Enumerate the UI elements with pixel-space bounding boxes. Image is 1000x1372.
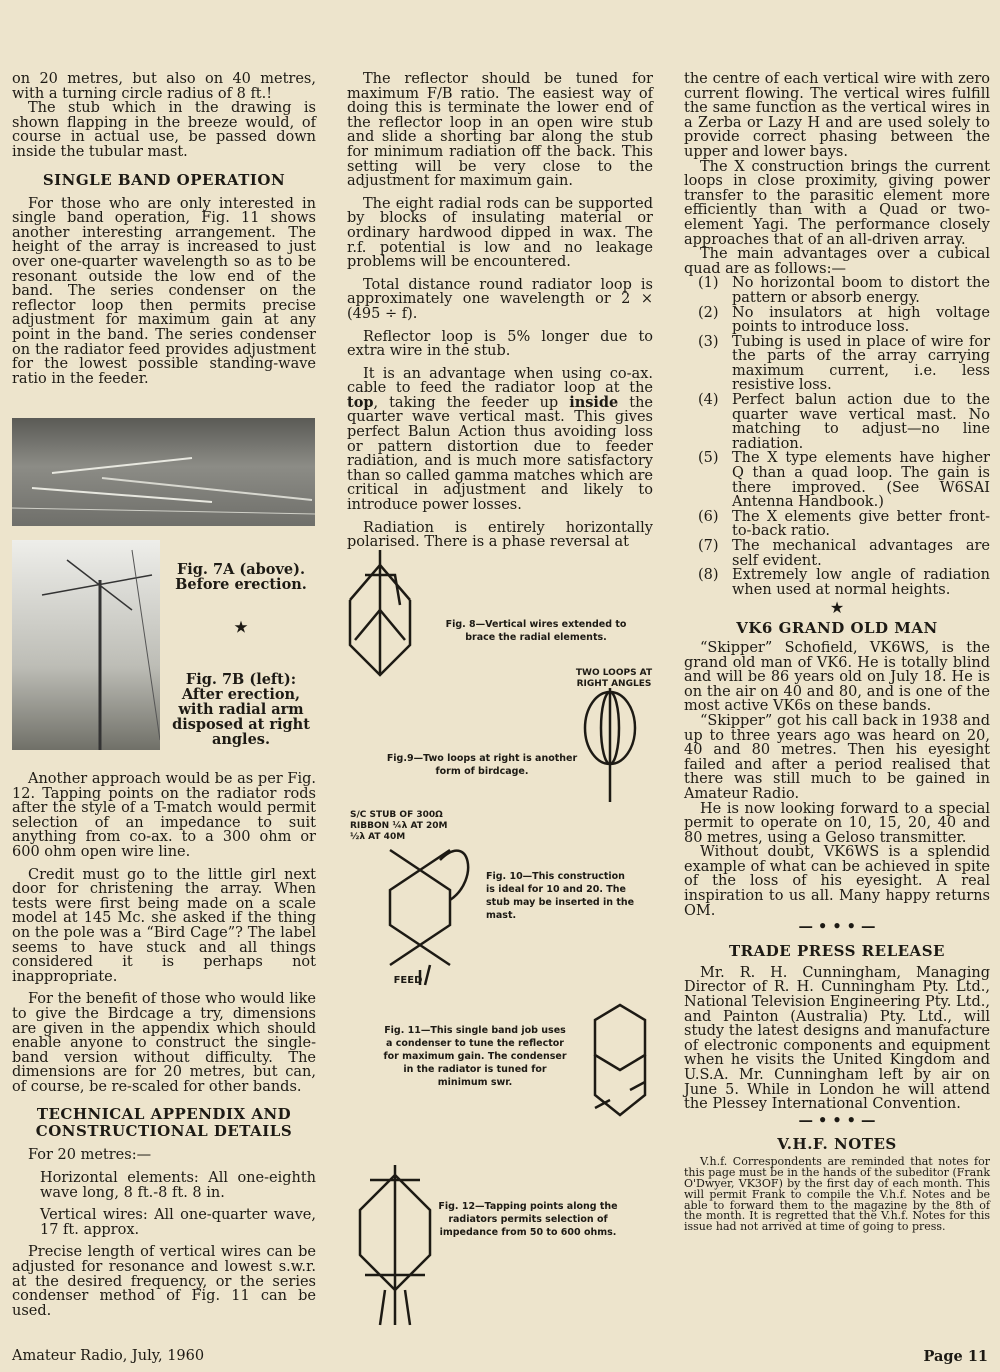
advantage-item xyxy=(684,510,990,539)
c2-p5-a: It is an advantage when using co-ax. cable to feed the radiator loop at the xyxy=(347,365,653,397)
c3-p2: The X construction brings the current loops in close proximity, giving power transfer to the parasitic element more efficiently than with a Quad or two-element Yagi. The performance closely approaches that of an all-driven array. xyxy=(684,158,990,248)
c3-trade: Mr. R. H. Cunningham, Managing Director of R. H. Cunningham Pty. Ltd., National Television Engineering Pty. Ltd., and Painton (Australia) Pty. Ltd., will study the latest designs and manufacture of electronic components and equipment when he visits the United Kingdom and U.S.A. Mr. Cunningham left by air on June 5. While in London he will attend the Plessey International Convention. xyxy=(684,964,990,1113)
c3-vhf: V.h.f. Correspondents are reminded that notes for this page must be in the hands of the subeditor (Frank O'Dwyer, VK3OF) by the first day of each month. This will permit Frank to compile the V.h.f. Notes and be able to forward them to the magazine by the 8th of the month. It is regretted that the V.h.f. Notes for this issue had not arrived at time of going to press. xyxy=(684,1155,990,1234)
c3-vk1: “Skipper” Schofield, VK6WS, is the grand old man of VK6. He is totally blind and will be 86 years old on July 18. He is on the air on 40 and 80, and is one of the most active VK6s on these bands. xyxy=(684,639,990,715)
stub-label: S/C STUB OF 300Ω RIBBON ¼λ AT 20M ½λ AT 40M xyxy=(350,810,448,842)
heading-vk6: VK6 GRAND OLD MAN xyxy=(736,618,938,637)
column-2 xyxy=(347,72,653,550)
c1-p7: Precise length of vertical wires can be adjusted for resonance and lowest s.w.r. at the desired frequency, or the series condenser method of Fig. 11 can be used. xyxy=(12,1244,316,1319)
adv-text: The X elements give better front-to-back ratio. xyxy=(732,508,990,540)
fig11-caption: Fig. 11—This single band job uses a condenser to tune the reflector for maximum gain. The condenser in the radiator is tuned for minimum swr. xyxy=(383,1025,567,1088)
advantage-item xyxy=(684,451,990,509)
fig10-caption: Fig. 10—This construction is ideal for 10 and 20. The stub may be inserted in the mast. xyxy=(486,871,635,921)
advantage-item xyxy=(684,335,990,393)
adv-num: (3) xyxy=(698,333,719,350)
c2-p5-inside: inside xyxy=(569,393,619,411)
adv-num: (7) xyxy=(698,538,719,554)
c2-p5-e: the quarter wave vertical mast. This gives perfect Balun Action thus avoiding loss or pattern distortion due to feeder radiation, and is much more satisfactory than so called gamma matches which are critical in adjustment and likely to introduce power losses. xyxy=(347,394,653,514)
advantages-list xyxy=(684,276,990,597)
fig10-diagram xyxy=(350,840,480,990)
adv-num: (5) xyxy=(698,450,719,467)
footer-magazine: Amateur Radio, July, 1960 xyxy=(12,1348,205,1364)
c3-vk3: He is now looking forward to a special permit to operate on 10, 15, 20, 40 and 80 metres, using a Geloso transmitter. xyxy=(684,800,990,846)
advantage-item xyxy=(684,393,990,451)
advantage-item xyxy=(684,276,990,305)
divider: — • • • — xyxy=(798,918,876,936)
c1-vert: Vertical wires: All one-quarter wave, 17 ft. approx. xyxy=(40,1207,316,1238)
fig8-diagram xyxy=(340,545,430,680)
heading-single-band: SINGLE BAND OPERATION xyxy=(42,170,286,189)
adv-num: (6) xyxy=(698,508,719,525)
fig12-diagram xyxy=(350,1160,440,1330)
adv-text: No horizontal boom to distort the pattern or absorb energy. xyxy=(732,275,990,306)
advantage-item xyxy=(684,539,990,568)
feed-label: FEED xyxy=(393,975,423,986)
fig7b-caption: Fig. 7B (left): After erection, with radial arm disposed at right angles. xyxy=(172,671,310,748)
adv-num: (4) xyxy=(698,392,719,409)
heading-technical-appendix: TECHNICAL APPENDIX AND CONSTRUCTIONAL DETAILS xyxy=(35,1105,293,1141)
c3-p1: the centre of each vertical wire with zero current flowing. The vertical wires fulfill the same function as the vertical wires in a Zerba or Lazy H and are used solely to provide correct phasing between the upper and lower bays. xyxy=(684,71,990,160)
adv-text: Extremely low angle of radiation when used at normal heights. xyxy=(732,567,990,598)
adv-num: (1) xyxy=(698,275,719,292)
fig11-diagram xyxy=(580,1000,660,1120)
c1-star: ★ xyxy=(234,619,248,636)
c2-p4: Reflector loop is 5% longer due to extra wire in the stub. xyxy=(347,328,653,360)
two-loops-label: TWO LOOPS AT RIGHT ANGLES xyxy=(575,668,653,689)
heading-vhf-notes: V.H.F. NOTES xyxy=(777,1135,897,1154)
advantage-item xyxy=(684,306,990,335)
column-1 xyxy=(12,72,316,386)
adv-text: No insulators at high voltage points to introduce loss. xyxy=(732,304,990,336)
c1-p5: Credit must go to the little girl next door for christening the array. When tests were first being made on a scale model at 145 Mc. she asked if the thing on the pole was a “Bird Cage”? The label seems to have stuck and all things considered it is perhaps not inappropriate. xyxy=(12,866,316,985)
fig9-caption: Fig.9—Two loops at right is another form of birdcage. xyxy=(386,753,578,777)
c1-p4: Another approach would be as per Fig. 12. Tapping points on the radiator rods after the style of a T-match would permit selection of an impedance to suit anything from co-ax. to a 300 ohm or 600 ohm open wire line. xyxy=(12,771,316,860)
c3-p3: The main advantages over a cubical quad are as follows:— xyxy=(684,246,990,277)
c2-p2: The eight radial rods can be supported by blocks of insulating material or ordinary hardwood dipped in wax. The r.f. potential is low and no leakage problems will be encountered. xyxy=(347,195,653,271)
c2-p6: Radiation is entirely horizontally polarised. There is a phase reversal at xyxy=(347,519,653,551)
c1-p1: on 20 metres, but also on 40 metres, with a turning circle radius of 8 ft.! xyxy=(12,71,316,102)
adv-text: Tubing is used in place of wire for the parts of the array carrying maximum current, i.e. less resistive loss. xyxy=(732,333,990,394)
c2-p5-top: top xyxy=(347,393,374,411)
advantage-item xyxy=(684,568,990,597)
fig7a-photo xyxy=(12,418,315,526)
c3-vk2: “Skipper” got his call back in 1938 and up to three years ago was heard on 20, 40 and 80 metres. Then his eyesight failed and after a period realised that there was still much to be gained in Amateur Radio. xyxy=(684,712,990,802)
c2-p5 xyxy=(347,367,653,513)
c2-p3: Total distance round radiator loop is approximately one wavelength or 2 × (495 ÷ f). xyxy=(347,276,653,322)
fig8-caption: Fig. 8—Vertical wires extended to brace the radial elements. xyxy=(445,619,627,643)
footer-page-number: Page 11 xyxy=(923,1348,988,1365)
adv-num: (8) xyxy=(698,567,719,584)
c3-star: ★ xyxy=(829,598,845,618)
column-1-lower xyxy=(12,772,316,1318)
adv-num: (2) xyxy=(698,304,719,321)
adv-text: The mechanical advantages are self evident. xyxy=(732,538,990,569)
c1-p3: For those who are only interested in single band operation, Fig. 11 shows another interesting arrangement. The height of the array is increased to just over one-quarter wavelength so as to be resonant outside the low end of the band. The series condenser on the reflector loop then permits precise adjustment for maximum gain at any point in the band. The series condenser on the radiator feed provides adjustment for the lowest possible standing-wave ratio in the feeder. xyxy=(12,195,316,387)
adv-text: The X type elements have higher Q than a quad loop. The gain is there improved. (See W6SAI Antenna Handbook.) xyxy=(732,450,990,511)
c2-p1: The reflector should be tuned for maximum F/B ratio. The easiest way of doing this is terminate the lower end of the reflector loop in an open wire stub and slide a shorting bar along the stub for minimum radiation off the back. This setting will be very close to the adjustment for maximum gain. xyxy=(347,71,653,190)
c1-for20: For 20 metres:— xyxy=(28,1147,152,1164)
heading-trade-press: TRADE PRESS RELEASE xyxy=(729,941,945,960)
column-3 xyxy=(684,72,990,1233)
c1-p6: For the benefit of those who would like to give the Birdcage a try, dimensions are given in the appendix which should enable anyone to construct the single-band version without difficulty. The dimensions are for 20 metres, but can, of course, be re-scaled for other bands. xyxy=(12,991,316,1095)
adv-text: Perfect balun action due to the quarter wave vertical mast. No matching to adjust—no line radiation. xyxy=(732,392,990,452)
fig7a-caption: Fig. 7A (above). Before erection. xyxy=(175,561,307,593)
divider: — • • • — xyxy=(798,1111,876,1129)
fig7a-drawing xyxy=(12,418,315,526)
fig7b-drawing xyxy=(12,540,160,750)
c1-p2: The stub which in the drawing is shown flapping in the breeze would, of course in actual use, be passed down inside the tubular mast. xyxy=(12,100,316,160)
fig12-caption: Fig. 12—Tapping points along the radiators permits selection of impedance from 50 to 600 ohms. xyxy=(438,1201,618,1238)
fig7b-photo xyxy=(12,540,160,750)
c1-horiz: Horizontal elements: All one-eighth wave long, 8 ft.-8 ft. 8 in. xyxy=(40,1170,316,1201)
c3-vk4: Without doubt, VK6WS is a splendid example of what can be achieved in spite of the loss of his eyesight. A real inspiration to us all. Many happy returns OM. xyxy=(684,844,990,919)
fig9-diagram xyxy=(580,688,640,802)
c2-p5-c: , taking the feeder up xyxy=(373,394,570,411)
